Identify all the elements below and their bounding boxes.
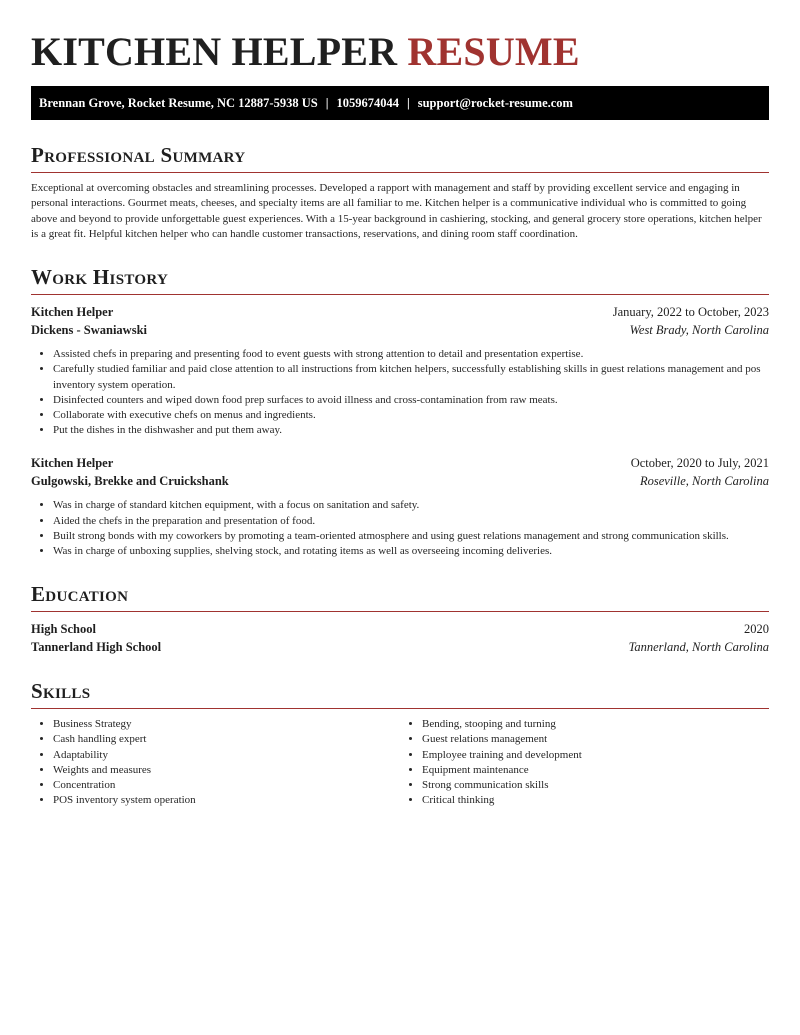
skill-item: • Bending, stooping and turning <box>422 717 769 732</box>
contact-separator: | <box>406 95 410 110</box>
education-school-row <box>31 638 769 656</box>
job-duty: • Carefully studied familiar and paid close attention to all instructions from kitchen helpers, successfully establishing skills in guest relations management and pos inventory system operation. <box>53 362 769 392</box>
skill-item: • Equipment maintenance <box>422 763 769 778</box>
skill-item: • Employee training and development <box>422 748 769 763</box>
contact-email: support@rocket-resume.com <box>417 95 573 110</box>
job-company: Gulgowski, Brekke and Cruickshank <box>31 474 229 489</box>
work-history-heading: Work History <box>31 264 769 295</box>
job-duties <box>31 498 769 559</box>
job-title-row <box>31 454 769 472</box>
job-title: Kitchen Helper <box>31 456 114 471</box>
contact-separator: | <box>325 95 329 110</box>
skill-item: • POS inventory system operation <box>53 793 400 808</box>
job-duty: • Aided the chefs in the preparation and presentation of food. <box>53 514 769 529</box>
education-heading: Education <box>31 581 769 612</box>
skills-heading: Skills <box>31 678 769 709</box>
skill-item: • Critical thinking <box>422 793 769 808</box>
job-entry <box>31 454 769 559</box>
skills-column-right <box>400 717 769 808</box>
skill-item: • Concentration <box>53 778 400 793</box>
job-duty: • Was in charge of unboxing supplies, shelving stock, and rotating items as well as overseeing incoming deliveries. <box>53 544 769 559</box>
skill-item: • Adaptability <box>53 748 400 763</box>
job-company-row <box>31 321 769 339</box>
job-dates: October, 2020 to July, 2021 <box>630 456 769 471</box>
skill-item: • Business Strategy <box>53 717 400 732</box>
skill-item: • Strong communication skills <box>422 778 769 793</box>
job-duty: • Collaborate with executive chefs on menus and ingredients. <box>53 408 769 423</box>
skill-item: • Weights and measures <box>53 763 400 778</box>
job-location: West Brady, North Carolina <box>629 323 769 338</box>
job-company-row <box>31 472 769 490</box>
education-degree-row <box>31 620 769 638</box>
contact-bar <box>31 86 769 120</box>
job-company: Dickens - Swaniawski <box>31 323 147 338</box>
job-duty: • Built strong bonds with my coworkers by promoting a team-oriented atmosphere and using guest relations management and strong communication skills. <box>53 529 769 544</box>
title-accent: RESUME <box>407 29 580 74</box>
skills-column-left <box>31 717 400 808</box>
job-duty: • Put the dishes in the dishwasher and put them away. <box>53 423 769 438</box>
job-location: Roseville, North Carolina <box>639 474 769 489</box>
contact-phone: 1059674044 <box>336 95 399 110</box>
job-duty: • Assisted chefs in preparing and presenting food to event guests with strong attention to detail and presentation expertise. <box>53 347 769 362</box>
job-duty: • Was in charge of standard kitchen equipment, with a focus on sanitation and safety. <box>53 498 769 513</box>
summary-heading: Professional Summary <box>31 142 769 173</box>
education-location: Tannerland, North Carolina <box>628 640 769 655</box>
job-title: Kitchen Helper <box>31 305 114 320</box>
job-title-row <box>31 303 769 321</box>
education-school: Tannerland High School <box>31 640 162 655</box>
education-entry <box>31 620 769 656</box>
skill-item: • Guest relations management <box>422 732 769 747</box>
resume-title <box>31 30 769 74</box>
summary-text: Exceptional at overcoming obstacles and streamlining processes. Developed a rapport with management and staff by providing excellent service and engaging in personal interactions. Gourmet meats, cheeses, and specialty items are all familiar to me. Kitchen helper is a communicative individual who is committed to going above and beyond to provide unforgettable guest experiences. With a 15-year background in cashiering, stocking, and general grocery store operations, kitchen helper is a great fit. Helpful kitchen helper who can handle customer transactions, reservations, and dining room staff coordination. <box>31 182 762 240</box>
contact-address: Brennan Grove, Rocket Resume, NC 12887-5938 US <box>39 95 318 110</box>
skills-list <box>31 717 769 808</box>
job-duty: • Disinfected counters and wiped down food prep surfaces to avoid illness and cross-contamination from raw meats. <box>53 393 769 408</box>
job-dates: January, 2022 to October, 2023 <box>612 305 769 320</box>
skill-item: • Cash handling expert <box>53 732 400 747</box>
education-year: 2020 <box>744 622 769 637</box>
job-entry <box>31 303 769 438</box>
job-duties <box>31 347 769 438</box>
title-main: KITCHEN HELPER <box>31 29 398 74</box>
education-degree: High School <box>31 622 96 637</box>
